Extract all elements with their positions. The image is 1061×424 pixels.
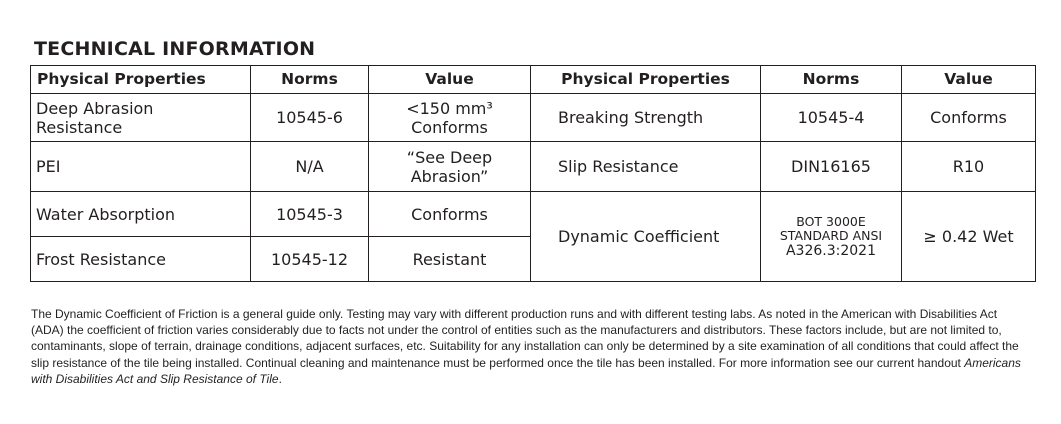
header-physical-properties-left: Physical Properties	[31, 66, 251, 94]
header-value-left: Value	[369, 66, 531, 94]
value-pei-line2: Abrasion”	[410, 166, 489, 186]
norm-cell: 10545-12	[251, 237, 369, 282]
table-header-row	[31, 66, 1036, 94]
property-cell: Dynamic Coefficient	[531, 192, 761, 282]
norm-cell: 10545-6	[251, 94, 369, 142]
table-row	[31, 142, 1036, 192]
property-cell	[31, 94, 251, 142]
disclaimer-text: The Dynamic Coefficient of Friction is a general guide only. Testing may vary with different production runs and with different testing labs. As noted in the American with Disabilities Act (ADA) the coefficient of friction varies considerably due to facts not under the control of entities such as the manufacturers and distributors. These factors include, but are not limited to, contaminants, slope of terrain, drainage conditions, adjacent surfaces, etc. Suitability for any installation can only be determined by a site examination of all conditions that could affect the slip resistance of the tile being installed. Continual cleaning and maintenance must be performed once the tile has been installed. For more information see our current handout	[31, 307, 1019, 370]
norm-cell: 10545-3	[251, 192, 369, 237]
value-pei-line1: “See Deep	[406, 147, 493, 167]
header-norms-left: Norms	[251, 66, 369, 94]
property-deep-abrasion-line2: Resistance	[36, 117, 123, 137]
value-cell	[369, 142, 531, 192]
value-deep-abrasion-line1: <150 mm³	[406, 98, 493, 118]
property-cell: Frost Resistance	[31, 237, 251, 282]
table-row	[31, 94, 1036, 142]
norm-dynamic-line1: BOT 3000E	[796, 213, 866, 229]
header-physical-properties-right: Physical Properties	[531, 66, 761, 94]
header-norms-right: Norms	[761, 66, 902, 94]
norm-cell: N/A	[251, 142, 369, 192]
property-deep-abrasion-line1: Deep Abrasion	[36, 98, 154, 118]
friction-disclaimer	[31, 306, 1031, 387]
property-cell: Breaking Strength	[531, 94, 761, 142]
section-title: TECHNICAL INFORMATION	[34, 38, 316, 60]
norm-dynamic-line3: A326.3:2021	[785, 242, 876, 259]
value-cell: Resistant	[369, 237, 531, 282]
value-deep-abrasion-line2: Conforms	[411, 117, 488, 137]
norm-dynamic-line2: STANDARD ANSI	[779, 227, 883, 243]
table-row	[31, 192, 1036, 237]
property-cell: PEI	[31, 142, 251, 192]
norm-cell: 10545-4	[761, 94, 902, 142]
disclaimer-end: .	[278, 371, 282, 386]
value-cell: Conforms	[902, 94, 1036, 142]
value-cell: ≥ 0.42 Wet	[902, 192, 1036, 282]
property-cell: Slip Resistance	[531, 142, 761, 192]
technical-info-table	[30, 65, 1036, 282]
value-cell	[369, 94, 531, 142]
norm-cell: DIN16165	[761, 142, 902, 192]
norm-cell	[761, 192, 902, 282]
value-cell: R10	[902, 142, 1036, 192]
value-cell: Conforms	[369, 192, 531, 237]
property-cell: Water Absorption	[31, 192, 251, 237]
header-value-right: Value	[902, 66, 1036, 94]
disclaimer-handout-title: Americans with Disabilities Act and Slip Resistance of Tile	[31, 355, 1021, 386]
